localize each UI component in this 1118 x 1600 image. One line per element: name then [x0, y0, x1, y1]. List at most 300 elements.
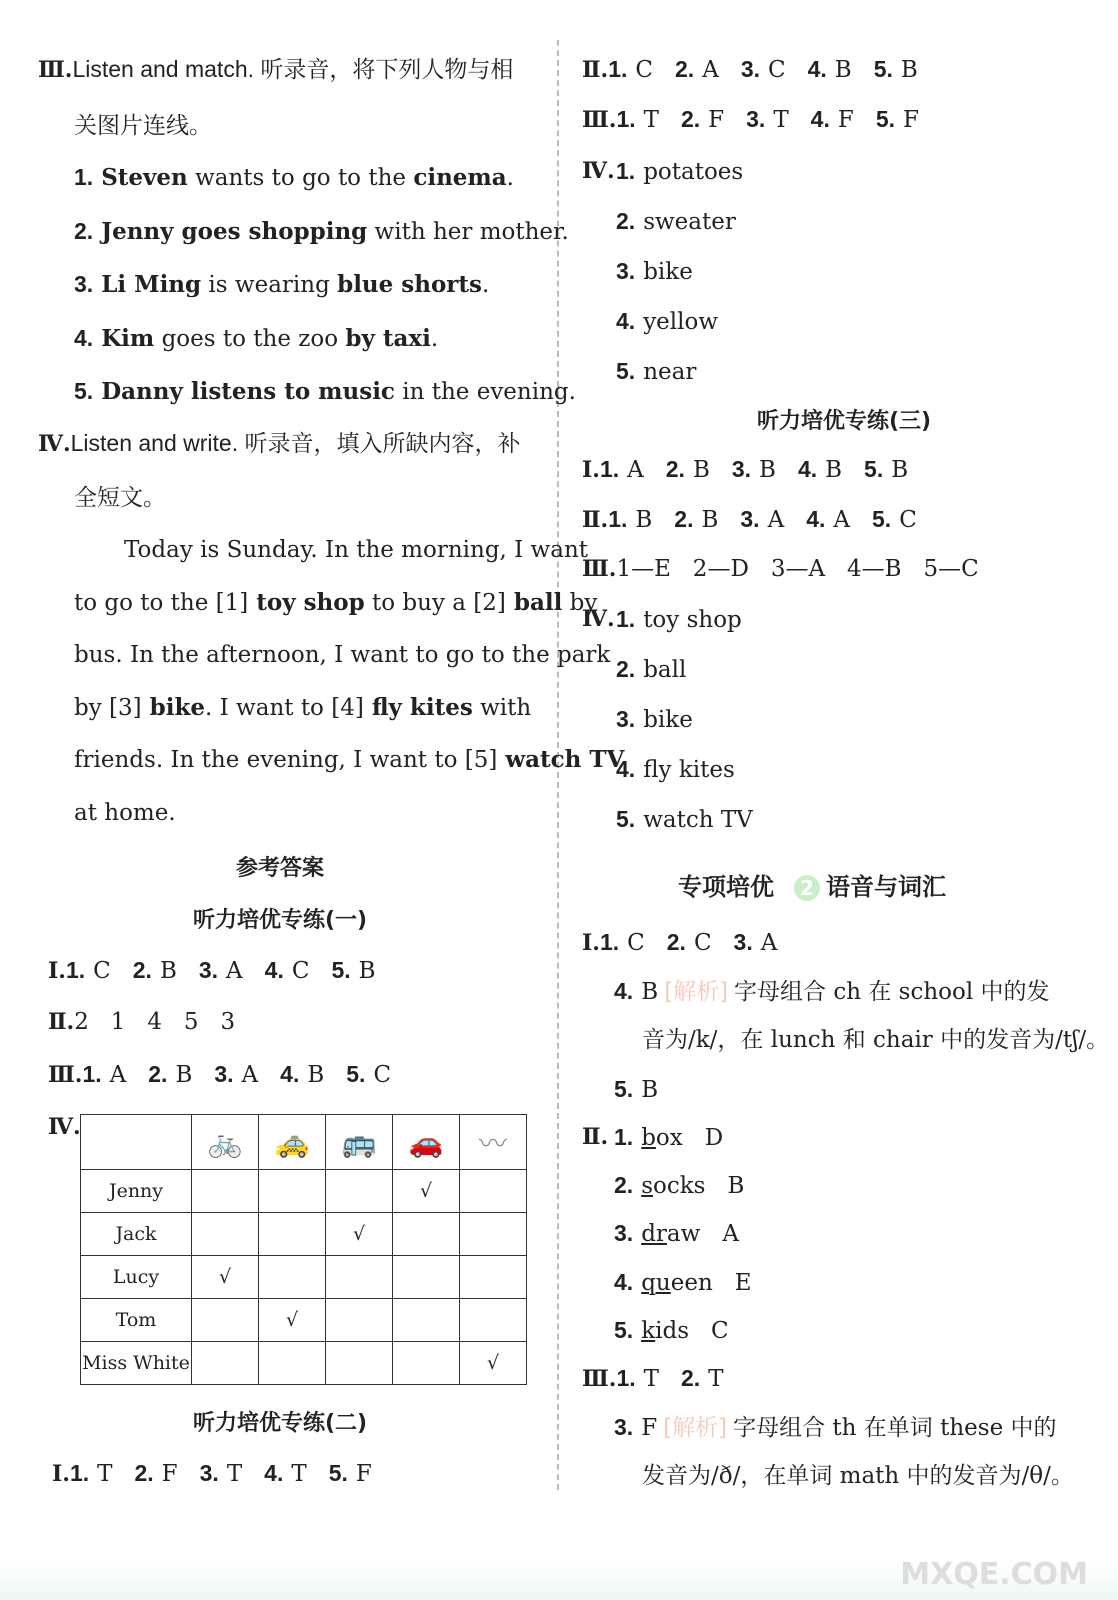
answer-value: B [175, 1062, 193, 1088]
answer-value: T [708, 1366, 724, 1392]
answer-item [600, 927, 645, 958]
taxi-icon: 🚕 [274, 1125, 310, 1159]
check-mark: √ [285, 1309, 299, 1331]
list-item [614, 1170, 744, 1201]
ex1-row-1 [48, 955, 398, 986]
answer-item [264, 1458, 307, 1489]
paragraph-text: by [562, 589, 598, 616]
answer-value: A [760, 930, 778, 956]
table-cell [192, 1213, 259, 1256]
table-row [81, 1342, 527, 1385]
row-number: Ⅱ. [582, 507, 609, 533]
item-number: 5. [74, 378, 94, 404]
paragraph-text: at home. [74, 800, 176, 826]
item-text: Danny listens to music [101, 378, 395, 405]
table-cell [393, 1342, 460, 1385]
answer-number: 2. [680, 1365, 701, 1391]
special-row-1-item-5: 5. B [614, 1076, 659, 1103]
item-value: ball [643, 657, 687, 683]
ex3-row-1 [582, 454, 930, 485]
item-text: wants to go to the [187, 165, 414, 191]
ex1-row-2: Ⅱ.2 1 4 5 3 [48, 1009, 236, 1035]
answer-value: B [692, 457, 710, 483]
check-mark: √ [218, 1266, 232, 1288]
answer-number: 3. [198, 957, 219, 983]
item-number: 4. [614, 1268, 634, 1295]
list-item [616, 306, 718, 337]
answer-value: B [891, 457, 909, 483]
answer-number: 1. [599, 929, 620, 955]
word-rest: aw [666, 1221, 701, 1248]
answer-number: 4. [264, 1460, 284, 1486]
paragraph-line [74, 640, 610, 670]
section-4-heading-cont: 全短文。 [74, 484, 166, 510]
section-3-item [74, 216, 569, 247]
paragraph-text: [2] [473, 589, 506, 616]
ex2-row-3 [582, 104, 941, 135]
table-cell [326, 1256, 393, 1299]
paragraph-line [74, 588, 597, 618]
list-item [616, 356, 696, 387]
answer-number: 4. [810, 106, 830, 132]
answer-item [199, 955, 243, 986]
answer-item [214, 1059, 258, 1090]
paragraph-text: [1] [215, 589, 249, 616]
answer-value: T [226, 1461, 243, 1487]
answer-item [808, 54, 852, 85]
table-cell [460, 1170, 527, 1213]
section-3-item [74, 323, 438, 354]
answer-number: 1. [608, 56, 628, 82]
answer-value: B [307, 1062, 325, 1088]
word-rest: een [670, 1269, 713, 1296]
row-name: Jack [81, 1213, 192, 1256]
match-letter: C [711, 1317, 729, 1344]
special-section-title: 专项培优 2 语音与词汇 [678, 873, 946, 901]
bicycle-icon: 🚲 [207, 1125, 243, 1159]
analysis-tag: [解析] [663, 1415, 728, 1441]
table-cell [460, 1256, 527, 1299]
paragraph-text: toy shop [248, 588, 365, 616]
list-item [616, 156, 743, 187]
item-number: 2. [616, 656, 636, 682]
paragraph-text: fly kites [363, 693, 473, 721]
match-letter: E [734, 1269, 752, 1296]
item-number: 5. [616, 806, 636, 832]
item-value: sweater [643, 209, 736, 235]
item-number: 1. [614, 1124, 634, 1150]
list-item [614, 1218, 739, 1249]
car-icon: 🚗 [408, 1125, 444, 1159]
walk-icon: 〰 [478, 1127, 507, 1160]
row-number: Ⅰ. [582, 930, 600, 956]
answer-value: C [373, 1062, 392, 1088]
answer-value: B [701, 507, 719, 533]
item-value: bike [643, 259, 693, 285]
table-cell [393, 1256, 460, 1299]
item-number: 4. [74, 324, 94, 351]
table-cell [259, 1170, 326, 1213]
row-number: Ⅳ. [582, 158, 615, 184]
answer-item [331, 955, 375, 986]
answer-item [600, 454, 644, 485]
answer-item [82, 1059, 126, 1090]
bus-icon: 🚌 [341, 1125, 377, 1159]
list-item [616, 804, 753, 835]
answer-number: 1. [608, 506, 628, 532]
answer-value: T [773, 107, 789, 133]
ex3-row-3: Ⅲ.1—E 2—D 3—A 4—B 5—C [582, 556, 979, 582]
answer-value: B [900, 57, 918, 83]
section-number-badge: 2 [794, 875, 820, 901]
answer-item [681, 104, 724, 135]
underlined-letters: s [641, 1173, 653, 1200]
reference-answers-title: 参考答案 [235, 856, 324, 881]
row-number: Ⅱ. [582, 1124, 609, 1150]
exercise-2-title: 听力培优专练(二) [192, 1411, 368, 1436]
answer-value: C [291, 958, 310, 984]
word-rest: ox [655, 1125, 683, 1151]
answer-item [681, 1363, 724, 1394]
paragraph-text: friends. In the evening, I want to [74, 747, 465, 774]
answer-item [806, 504, 850, 535]
item-text: cinema [413, 164, 507, 191]
item-value: fly kites [643, 757, 735, 783]
section-3-item [74, 376, 576, 407]
answer-number: 5. [873, 56, 893, 82]
answer-item [133, 955, 177, 986]
table-cell [259, 1342, 326, 1385]
table-cell [393, 1170, 460, 1213]
answer-value: F [355, 1461, 372, 1487]
item-number: 4. [616, 308, 636, 334]
answer-value: T [97, 1461, 113, 1487]
answer-item [872, 504, 917, 535]
item-number: 3. [614, 1220, 634, 1247]
answer-value: B [159, 958, 177, 984]
list-item [616, 704, 693, 735]
answer-number: 2. [665, 456, 685, 482]
answer-value: B [825, 457, 843, 483]
header-cell [460, 1115, 527, 1170]
item-value: near [643, 359, 697, 385]
answer-number: 5. [328, 1460, 348, 1486]
header-empty-cell [81, 1115, 192, 1170]
row-name: Lucy [81, 1256, 192, 1299]
underlined-letters: b [641, 1125, 656, 1151]
match-letter: A [722, 1221, 739, 1248]
answer-item [280, 1059, 324, 1090]
item-number: 2. [74, 217, 94, 244]
answer-value: A [109, 1062, 127, 1088]
header-cell [393, 1115, 460, 1170]
answer-value: F [837, 107, 854, 133]
list-item [616, 604, 742, 635]
answer-number: 4. [807, 56, 827, 82]
answer-value: A [226, 958, 243, 984]
table-cell [393, 1299, 460, 1342]
answer-item [864, 454, 908, 485]
row-number: Ⅲ. [48, 1062, 83, 1088]
item-text: Kim [101, 324, 155, 352]
answer-value: C [635, 57, 653, 83]
answer-number: 3. [199, 1460, 219, 1486]
answer-number: 4. [797, 456, 818, 482]
answer-item [734, 927, 778, 958]
row-number-line [582, 1122, 608, 1152]
answer-item [746, 104, 789, 135]
table-cell [460, 1342, 527, 1385]
table-cell [460, 1299, 527, 1342]
special-row-1-item-4-cont: 音为/k/，在 lunch 和 chair 中的发音为/tʃ/。 [642, 1027, 1110, 1053]
analysis-tag: [解析] [664, 979, 729, 1005]
item-number: 3. [74, 271, 94, 297]
header-cell [326, 1115, 393, 1170]
check-mark: √ [352, 1223, 366, 1245]
answer-number: 3. [733, 929, 753, 955]
special-row-3 [582, 1363, 746, 1394]
answer-item [346, 1059, 391, 1090]
row-number: Ⅱ. [582, 57, 609, 83]
answer-number: 1. [599, 456, 620, 482]
answer-number: 1. [82, 1061, 102, 1087]
answer-value: F [161, 1461, 178, 1487]
answer-number: 1. [65, 957, 86, 983]
underlined-letters: qu [641, 1269, 671, 1296]
item-text: . [482, 272, 490, 298]
answer-value: B [834, 57, 852, 83]
item-value: watch TV [643, 807, 753, 833]
paragraph-line [74, 693, 531, 723]
table-cell [259, 1213, 326, 1256]
item-text: in the evening. [394, 379, 576, 405]
table-cell [460, 1213, 527, 1256]
answer-item [608, 504, 652, 535]
answer-value: B [358, 958, 376, 984]
answer-value: C [768, 57, 786, 83]
table-cell [326, 1213, 393, 1256]
paragraph-text: by [74, 694, 110, 721]
table-header-row [81, 1115, 527, 1170]
item-number: 1. [616, 606, 636, 632]
item-value: yellow [643, 309, 719, 335]
answer-item [675, 54, 719, 85]
answer-value: B [759, 457, 776, 483]
answer-number: 1. [616, 106, 636, 132]
underlined-letters: k [641, 1317, 656, 1344]
row-number: Ⅳ. [582, 606, 615, 632]
row-number: Ⅲ. [582, 107, 617, 133]
item-text: . [430, 325, 439, 352]
answer-number: 4. [806, 506, 826, 532]
answer-item [66, 955, 111, 986]
ex2-row-1 [52, 1458, 394, 1489]
header-cell [259, 1115, 326, 1170]
table-cell [326, 1170, 393, 1213]
paragraph-line [124, 535, 588, 565]
answer-number: 3. [214, 1061, 234, 1087]
answer-number: 5. [872, 506, 892, 532]
transport-table [80, 1114, 527, 1385]
paragraph-text: bus. In the afternoon, I want to go to the park [74, 642, 611, 669]
item-text: with her mother. [367, 218, 569, 245]
paragraph-line [74, 798, 176, 828]
table-cell [326, 1342, 393, 1385]
row-number: Ⅰ. [52, 1461, 70, 1487]
exercise-1-title: 听力培优专练(一) [192, 908, 368, 933]
answer-value: C [627, 930, 645, 956]
answer-value: T [643, 107, 659, 133]
special-row-1 [582, 927, 799, 958]
row-number: Ⅰ. [48, 958, 66, 984]
table-cell [192, 1170, 259, 1213]
table-cell [259, 1299, 326, 1342]
answer-item [608, 54, 653, 85]
list-item [616, 654, 686, 685]
table-cell [192, 1256, 259, 1299]
table-row [81, 1170, 527, 1213]
answer-item [874, 54, 918, 85]
paragraph-text: to buy a [364, 589, 474, 616]
answer-number: 5. [875, 106, 896, 132]
ex2-row-2 [582, 54, 940, 85]
special-row-1-item-4: 4. B [解析] 字母组合 ch 在 school 中的发 [614, 978, 1050, 1005]
paragraph-text: with [472, 694, 532, 721]
table-row [81, 1213, 527, 1256]
item-text: goes to the zoo [154, 325, 346, 352]
answer-item [798, 454, 842, 485]
item-number: 3. [616, 706, 636, 732]
table-cell [326, 1299, 393, 1342]
answer-item [70, 1458, 113, 1489]
answer-value: B [635, 507, 653, 533]
answer-number: 4. [264, 957, 284, 983]
header-cell [192, 1115, 259, 1170]
item-text: blue shorts [337, 271, 482, 298]
answer-item [740, 504, 784, 535]
table-row [81, 1256, 527, 1299]
answer-item [674, 504, 718, 535]
table-cell [393, 1213, 460, 1256]
answer-value: C [693, 930, 712, 956]
check-mark: √ [419, 1180, 433, 1202]
answer-item [265, 955, 310, 986]
item-text: by taxi [345, 324, 431, 352]
list-item [614, 1315, 729, 1346]
check-mark: √ [486, 1352, 500, 1374]
section-4-heading: Ⅳ.Listen and write. 听录音，填入所缺内容，补 [38, 430, 521, 457]
answer-number: 1. [69, 1460, 90, 1486]
answer-number: 2. [674, 506, 694, 532]
answer-item [200, 1458, 243, 1489]
answer-number: 1. [616, 1365, 636, 1391]
item-number: 2. [616, 208, 636, 234]
answer-item [148, 1059, 192, 1090]
paragraph-text: ball [505, 588, 563, 616]
item-value: potatoes [643, 159, 744, 185]
list-item [614, 1122, 723, 1153]
answer-value: A [702, 57, 719, 83]
answer-value: C [93, 958, 111, 984]
section-3-item [74, 162, 514, 193]
answer-number: 3. [740, 506, 760, 532]
row-number-line [582, 604, 615, 634]
special-row-3-item-3-cont: 发音为/ð/，在单词 math 中的发音为/θ/。 [642, 1463, 1074, 1489]
paragraph-text: watch TV [497, 746, 625, 774]
item-text: Steven [101, 164, 188, 191]
item-text: Li Ming [101, 271, 202, 298]
item-value: bike [643, 707, 693, 733]
section-3-item [74, 269, 489, 300]
exercise-3-title: 听力培优专练(三) [756, 409, 932, 434]
word-rest: ocks [653, 1173, 706, 1200]
list-item [616, 256, 693, 287]
answer-value: A [241, 1062, 259, 1088]
answer-item [876, 104, 919, 135]
answer-item [616, 104, 659, 135]
answer-item [811, 104, 854, 135]
item-number: 3. [616, 258, 636, 284]
answer-number: 3. [746, 106, 766, 132]
item-number: 2. [614, 1172, 634, 1199]
item-text: Jenny goes shopping [101, 217, 368, 245]
answer-number: 3. [731, 456, 752, 482]
paragraph-text: bike [141, 693, 206, 721]
item-number: 4. [616, 756, 636, 782]
answer-item [666, 454, 710, 485]
item-number: 1. [616, 158, 636, 184]
answer-number: 2. [666, 929, 686, 955]
item-number: 5. [616, 358, 636, 384]
row-number: Ⅲ. [582, 1366, 617, 1392]
row-number-line [582, 156, 615, 186]
ex1-row-4: Ⅳ. [48, 1114, 81, 1140]
section-3-heading-cont: 关图片连线。 [74, 112, 212, 138]
answer-value: A [767, 507, 785, 533]
match-letter: D [704, 1125, 724, 1151]
answer-item [134, 1458, 177, 1489]
paragraph-text: . I want to [205, 694, 332, 721]
section-3-heading: Ⅲ.Listen and match. 听录音，将下列人物与相 [38, 56, 514, 83]
answer-number: 2. [134, 1460, 154, 1486]
paragraph-text: [3] [109, 694, 142, 721]
special-row-3-item-3: 3. F [解析] 字母组合 th 在单词 these 中的 [614, 1414, 1057, 1441]
paragraph-line [74, 745, 624, 775]
answer-number: 2. [675, 56, 695, 82]
answer-number: 3. [740, 56, 760, 82]
list-item [616, 206, 736, 237]
answer-number: 2. [132, 957, 152, 983]
answer-item [741, 54, 786, 85]
answer-value: A [833, 507, 851, 533]
list-item [614, 1267, 752, 1298]
answer-number: 5. [864, 456, 884, 482]
paragraph-text: [4] [331, 694, 364, 721]
answer-value: T [291, 1461, 307, 1487]
table-cell [192, 1342, 259, 1385]
row-name: Jenny [81, 1170, 192, 1213]
answer-item [329, 1458, 372, 1489]
item-value: toy shop [643, 607, 742, 633]
table-row [81, 1299, 527, 1342]
answer-number: 4. [280, 1061, 300, 1087]
row-name: Miss White [81, 1342, 192, 1385]
ex3-row-2 [582, 504, 939, 535]
word-rest: ids [655, 1317, 690, 1344]
row-name: Tom [81, 1299, 192, 1342]
ex1-row-3 [48, 1059, 413, 1090]
match-letter: B [727, 1173, 745, 1200]
